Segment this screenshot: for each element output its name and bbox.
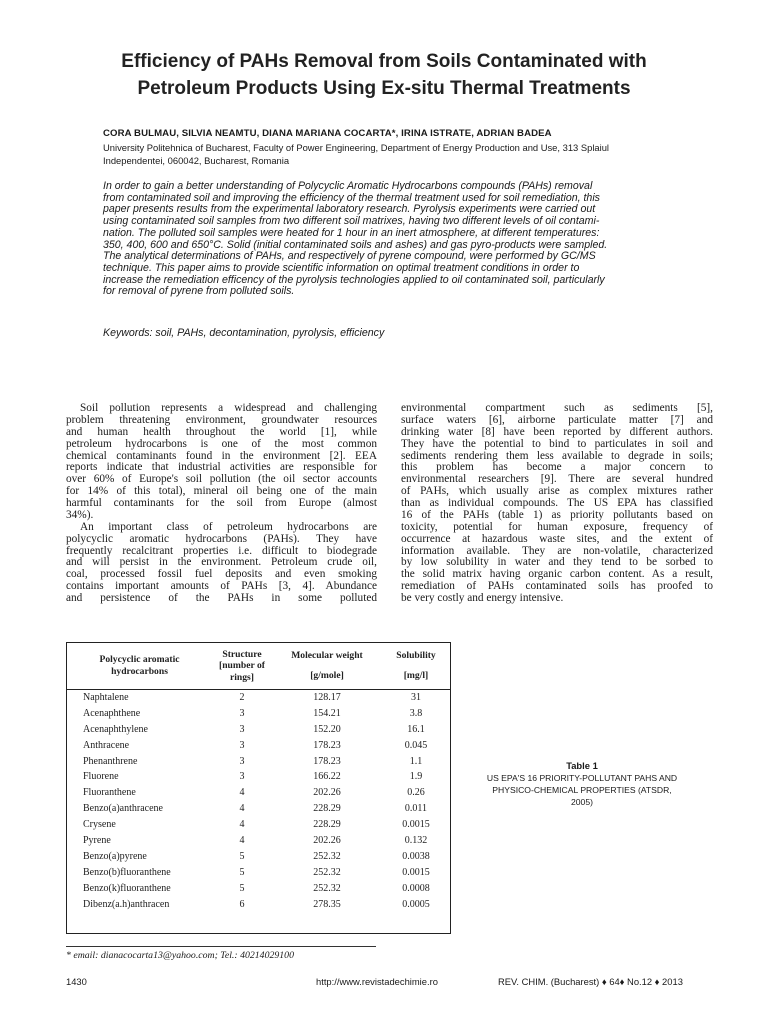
abstract-line: increase the remediation efficency of the pyrolysis technologies applied to oil contaminated soil, particularly bbox=[103, 273, 605, 286]
body-left-column bbox=[66, 403, 377, 605]
body-line: of PAHs, which usually arise as complex mixtures rather bbox=[401, 485, 713, 498]
body-line: than as individual compounds. The US EPA has classified bbox=[401, 497, 713, 509]
body-line: the solid matrix having organic carbon content. As a result, bbox=[401, 568, 713, 581]
body-line: and will persist in the environment. Petroleum crude oil, bbox=[66, 556, 377, 569]
abstract-line: The analytical determinations of PAHs, and respectively of pyrene compound, were performed by GC/MS bbox=[103, 250, 596, 263]
solubility-cell: 0.0015 bbox=[402, 866, 430, 878]
journal-reference: REV. CHIM. (Bucharest) ♦ 64♦ No.12 ♦ 2013 bbox=[498, 976, 683, 987]
page-number: 1430 bbox=[66, 976, 87, 987]
rings-cell: 2 bbox=[239, 691, 245, 703]
molecular-weight-cell: 178.23 bbox=[313, 755, 341, 767]
compound-cell: Fluoranthene bbox=[83, 787, 136, 799]
solubility-cell: 1.1 bbox=[409, 755, 423, 767]
table-row bbox=[67, 721, 450, 737]
caption-line: PHYSICO-CHEMICAL PROPERTIES (ATSDR, bbox=[492, 785, 672, 795]
molecular-weight-cell: 202.26 bbox=[313, 787, 341, 799]
table-row bbox=[67, 880, 450, 896]
body-line: remediation of PAHs contaminated soils has proofed to bbox=[401, 580, 713, 593]
abstract-line: from contaminated soil and improving the efficiency of the thermal treatment used for soil remediation, this bbox=[103, 191, 600, 204]
table-row bbox=[67, 737, 450, 753]
body-line: and persistence of the PAHs in some polluted bbox=[66, 592, 377, 604]
compound-cell: Pyrene bbox=[83, 834, 111, 846]
body-line: information available. They are non-volatile, characterized bbox=[401, 544, 713, 557]
rings-cell: 5 bbox=[239, 882, 245, 894]
footnote: * email: dianacocarta13@yahoo.com; Tel.: 40214029100 bbox=[66, 950, 294, 961]
caption-label: Table 1 bbox=[566, 760, 598, 771]
abstract-line: technique. This paper aims to provide scientific information on optimal treatment conditions in order to bbox=[103, 261, 580, 274]
molecular-weight-cell: 252.32 bbox=[313, 850, 341, 862]
molecular-weight-cell: 178.23 bbox=[313, 739, 341, 751]
affiliation-line: University Politehnica of Bucharest, Faculty of Power Engineering, Department of Energy Production and Use, 313 Splaiul bbox=[103, 142, 609, 153]
compound-cell: Benzo(a)pyrene bbox=[83, 850, 147, 862]
body-line: sediments rendering them less available to degrade in soils; bbox=[401, 449, 713, 462]
paper-title bbox=[60, 48, 708, 102]
solubility-cell: 31 bbox=[411, 691, 421, 703]
rings-cell: 3 bbox=[239, 771, 245, 783]
body-line: polycyclic aromatic hydrocarbons (PAHs). They have bbox=[66, 532, 377, 545]
table-row bbox=[67, 769, 450, 785]
body-line: over 60% of Europe's soil pollution (the oil sector accounts bbox=[66, 473, 377, 486]
compound-cell: Acenaphthene bbox=[83, 707, 141, 719]
rings-cell: 3 bbox=[239, 707, 245, 719]
rings-cell: 3 bbox=[239, 755, 245, 767]
body-line: occurrence at hazardous waste sites, and the extent of bbox=[401, 532, 713, 545]
body-line: frequently recalcitrant properties i.e. difficult to biodegrade bbox=[66, 544, 377, 557]
table-row bbox=[67, 689, 450, 705]
table-row bbox=[67, 785, 450, 801]
rings-cell: 3 bbox=[239, 723, 245, 735]
table-header-row bbox=[67, 643, 450, 689]
solubility-cell: 0.0008 bbox=[402, 882, 430, 894]
molecular-weight-cell: 228.29 bbox=[313, 803, 341, 815]
body-line: chemical contaminants found in the environment [2]. EEA bbox=[66, 449, 377, 462]
compound-cell: Benzo(a)anthracene bbox=[83, 803, 163, 815]
body-line: problem threatening environment, groundwater resources bbox=[66, 413, 377, 426]
compound-cell: Crysene bbox=[83, 819, 116, 831]
rings-cell: 4 bbox=[239, 803, 245, 815]
compound-cell: Acenaphthylene bbox=[83, 723, 148, 735]
rings-cell: 5 bbox=[239, 850, 245, 862]
abstract-line: for removal of pyrene from polluted soils. bbox=[103, 285, 295, 298]
molecular-weight-cell: 252.32 bbox=[313, 866, 341, 878]
molecular-weight-cell: 154.21 bbox=[313, 707, 341, 719]
rings-cell: 5 bbox=[239, 866, 245, 878]
rings-cell: 4 bbox=[239, 787, 245, 799]
body-line: toxicity, potential for human exposure, frequency of bbox=[401, 520, 713, 533]
body-line: contains important amounts of PAHs [3, 4]. Abundance bbox=[66, 580, 377, 593]
rings-cell: 4 bbox=[239, 819, 245, 831]
header-solubility: Solubility [mg/l] bbox=[396, 649, 436, 682]
header-molecular-weight: Molecular weight [g/mole] bbox=[291, 649, 363, 682]
table-row bbox=[67, 848, 450, 864]
pah-properties-table bbox=[67, 643, 450, 912]
body-line: coal, processed fossil fuel deposits and even smoking bbox=[66, 568, 377, 581]
table-row bbox=[67, 801, 450, 817]
abstract bbox=[103, 181, 708, 298]
body-line: be very costly and energy intensive. bbox=[401, 592, 564, 604]
solubility-cell: 0.011 bbox=[404, 803, 428, 815]
header-compound: Polycyclic aromatic hydrocarbons bbox=[99, 654, 180, 677]
authors: CORA BULMAU, SILVIA NEAMTU, DIANA MARIANA COCARTA*, IRINA ISTRATE, ADRIAN BADEA bbox=[103, 128, 552, 139]
solubility-cell: 0.0005 bbox=[402, 898, 430, 910]
molecular-weight-cell: 278.35 bbox=[313, 898, 341, 910]
molecular-weight-cell: 228.29 bbox=[313, 819, 341, 831]
rings-cell: 4 bbox=[239, 834, 245, 846]
pah-table-frame bbox=[66, 642, 451, 934]
compound-cell: Anthracene bbox=[83, 739, 130, 751]
abstract-line: nation. The polluted soil samples were heated for 1 hour in an inert atmosphere, at different temperatures: bbox=[103, 226, 600, 239]
affiliation bbox=[103, 141, 723, 167]
abstract-line: using contaminated soil samples from two different soil matrixes, having two different levels of oil contami- bbox=[103, 215, 600, 228]
body-line: They have the potential to bind to particulates in soil and bbox=[401, 437, 713, 450]
molecular-weight-cell: 252.32 bbox=[313, 882, 341, 894]
solubility-cell: 0.045 bbox=[404, 739, 428, 751]
solubility-cell: 16.1 bbox=[407, 723, 425, 735]
keywords: Keywords: soil, PAHs, decontamination, pyrolysis, efficiency bbox=[103, 327, 385, 339]
table-row bbox=[67, 753, 450, 769]
journal-url[interactable]: http://www.revistadechimie.ro bbox=[316, 976, 438, 987]
compound-cell: Dibenz(a.h)anthracen bbox=[83, 898, 170, 910]
body-line: for 14% of this total), mineral oil being one of the main bbox=[66, 485, 377, 498]
body-line: harmful contaminants for the soil from Europe (almost bbox=[66, 497, 377, 509]
molecular-weight-cell: 166.22 bbox=[313, 771, 341, 783]
table-row bbox=[67, 864, 450, 880]
body-line: surface waters [6], airborne particulate matter [7] and bbox=[401, 413, 713, 426]
body-line: environmental compartment such as sediments [5], bbox=[401, 402, 713, 414]
molecular-weight-cell: 128.17 bbox=[313, 691, 341, 703]
solubility-cell: 0.132 bbox=[404, 834, 428, 846]
body-line: environmental researchers [9]. There are several hundred bbox=[401, 473, 713, 486]
affiliation-line: Independentei, 060042, Bucharest, Romania bbox=[103, 155, 290, 166]
body-right-column bbox=[401, 403, 713, 605]
header-structure: Structure [number of rings] bbox=[219, 648, 265, 683]
solubility-cell: 0.0038 bbox=[402, 850, 430, 862]
table-caption bbox=[482, 760, 682, 808]
title-line: Efficiency of PAHs Removal from Soils Contaminated with bbox=[121, 51, 647, 72]
body-line: reports indicate that industrial activities are responsible for bbox=[66, 461, 377, 474]
body-line: this problem has become a major concern to bbox=[401, 461, 713, 474]
solubility-cell: 3.8 bbox=[409, 707, 423, 719]
body-line: and human health throughout the world [1], while bbox=[66, 425, 377, 438]
table-row bbox=[67, 817, 450, 833]
compound-cell: Fluorene bbox=[83, 771, 119, 783]
compound-cell: Benzo(b)fluoranthene bbox=[83, 866, 171, 878]
body-line: drinking water [8] have been reported by different authors. bbox=[401, 425, 713, 438]
footnote-rule bbox=[66, 946, 376, 947]
molecular-weight-cell: 202.26 bbox=[313, 834, 341, 846]
table-row bbox=[67, 705, 450, 721]
molecular-weight-cell: 152.20 bbox=[313, 723, 341, 735]
table-row bbox=[67, 833, 450, 849]
body-line: An important class of petroleum hydrocarbons are bbox=[80, 520, 377, 533]
rings-cell: 6 bbox=[239, 898, 245, 910]
rings-cell: 3 bbox=[239, 739, 245, 751]
title-line: Petroleum Products Using Ex-situ Thermal Treatments bbox=[137, 78, 631, 99]
table-body bbox=[67, 689, 450, 912]
abstract-line: In order to gain a better understanding of Polycyclic Aromatic Hydrocarbons compounds (PAHs) removal bbox=[103, 180, 593, 192]
caption-line: 2005) bbox=[571, 797, 593, 807]
caption-line: US EPA'S 16 PRIORITY-POLLUTANT PAHS AND bbox=[486, 773, 678, 783]
compound-cell: Phenanthrene bbox=[83, 755, 138, 767]
solubility-cell: 1.9 bbox=[409, 771, 423, 783]
compound-cell: Benzo(k)fluoranthene bbox=[83, 882, 171, 894]
body-line: 34%). bbox=[66, 508, 94, 521]
table-row bbox=[67, 896, 450, 912]
abstract-line: 350, 400, 600 and 650°C. Solid (initial contaminated soils and ashes) and gas pyro-products were sampled. bbox=[103, 238, 608, 251]
body-line: Soil pollution represents a widespread and challenging bbox=[80, 402, 377, 414]
solubility-cell: 0.0015 bbox=[402, 819, 430, 831]
solubility-cell: 0.26 bbox=[407, 787, 425, 799]
body-line: petroleum hydrocarbons is one of the most common bbox=[66, 437, 377, 450]
abstract-line: paper presents results from the experimental laboratory research. Pyrolysis experiments were carried out bbox=[103, 203, 596, 216]
body-line: by low solubility in water and they tend to be sorbed to bbox=[401, 556, 713, 569]
compound-cell: Naphtalene bbox=[83, 691, 129, 703]
body-line: 16 of the PAHs (table 1) as priority pollutants based on bbox=[401, 508, 713, 521]
